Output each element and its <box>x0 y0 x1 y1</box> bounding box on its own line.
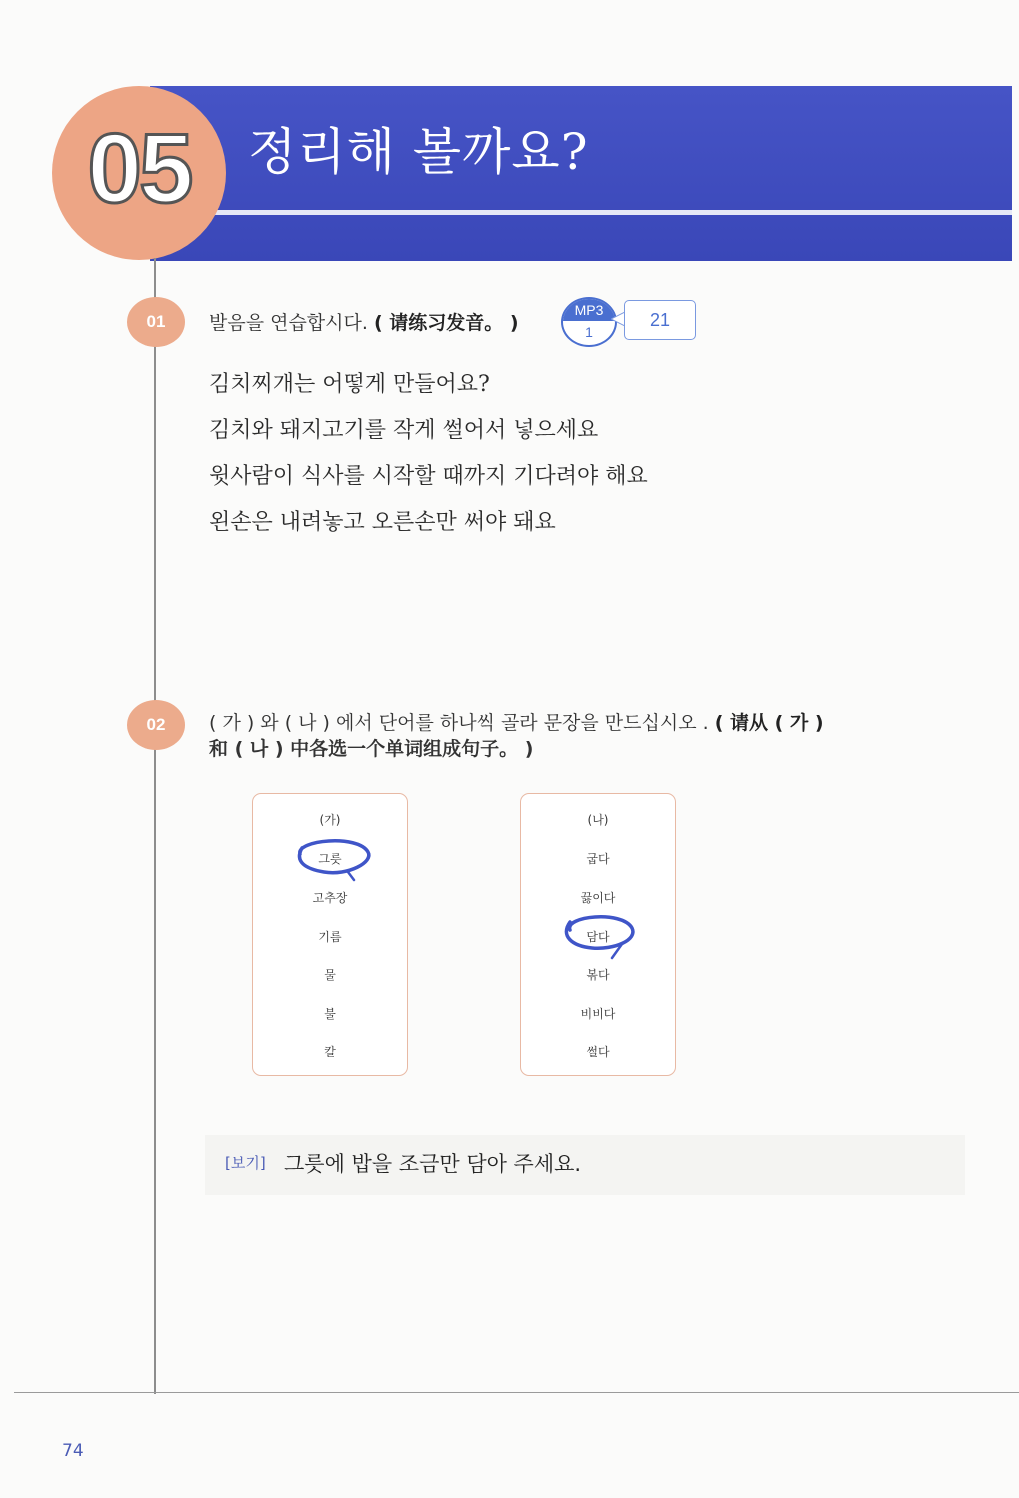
word-item-ga-6[interactable]: 칼 <box>324 1045 336 1059</box>
word-item-na-1[interactable]: 굽다 <box>586 852 610 866</box>
question-badge-02: 02 <box>127 700 185 750</box>
section2-instruction-ko: ( 가 ) 와 ( 나 ) 에서 단어를 하나씩 골라 문장을 만드십시오 . <box>209 712 709 734</box>
word-box-na <box>520 793 676 1076</box>
practice-sentence-4: 왼손은 내려놓고 오른손만 써야 돼요 <box>209 510 556 535</box>
word-item-ga-5[interactable]: 불 <box>324 1007 336 1021</box>
word-box-na-header: (나) <box>587 813 609 827</box>
word-item-na-5[interactable]: 비비다 <box>580 1007 616 1021</box>
section1-instruction-ko: 발음을 연습합시다. <box>209 312 368 334</box>
chapter-number: 05 <box>87 113 191 223</box>
example-tag: [보기] <box>225 1154 266 1172</box>
word-box-ga-header: (가) <box>319 813 341 827</box>
word-item-ga-3[interactable]: 기름 <box>318 930 342 944</box>
section2-instruction-cn: ( 请从 ( 가 ) <box>714 712 824 734</box>
chapter-title: 정리해 볼까요? <box>248 123 589 181</box>
mp3-label: MP3 <box>563 299 615 321</box>
practice-sentence-2: 김치와 돼지고기를 작게 썰어서 넣으세요 <box>209 418 599 443</box>
mp3-track-number[interactable]: 21 <box>624 300 696 340</box>
section1-instruction <box>209 308 519 335</box>
word-box-ga <box>252 793 408 1076</box>
word-item-na-4[interactable]: 볶다 <box>586 968 610 982</box>
word-item-na-6[interactable]: 썰다 <box>586 1045 610 1059</box>
word-item-na-3[interactable]: 담다 <box>586 930 610 944</box>
word-item-ga-4[interactable]: 물 <box>324 968 336 982</box>
word-item-ga-2[interactable]: 고추장 <box>312 891 348 905</box>
mp3-disc-button[interactable] <box>561 297 617 347</box>
example-sentence: 그릇에 밥을 조금만 담아 주세요. <box>284 1152 582 1176</box>
page-number: 74 <box>62 1441 84 1461</box>
word-item-ga-1[interactable]: 그릇 <box>318 852 342 866</box>
question-badge-01: 01 <box>127 297 185 347</box>
mp3-disc-number: 1 <box>585 324 593 340</box>
speech-pointer-icon <box>611 312 625 326</box>
section1-instruction-cn: ( 请练习发音。 ) <box>373 312 519 334</box>
margin-line <box>154 258 156 1394</box>
practice-sentence-1: 김치찌개는 어떻게 만들어요? <box>209 372 490 397</box>
section2-instruction-line1 <box>209 708 824 735</box>
footer-divider <box>14 1392 1019 1393</box>
section2-instruction-line2: 和 ( 나 ) 中各选一个单词组成句子。 ) <box>209 738 534 760</box>
word-item-na-2[interactable]: 끓이다 <box>580 891 616 905</box>
practice-sentence-3: 윗사람이 식사를 시작할 때까지 기다려야 해요 <box>209 464 648 489</box>
banner-divider <box>215 210 1012 215</box>
